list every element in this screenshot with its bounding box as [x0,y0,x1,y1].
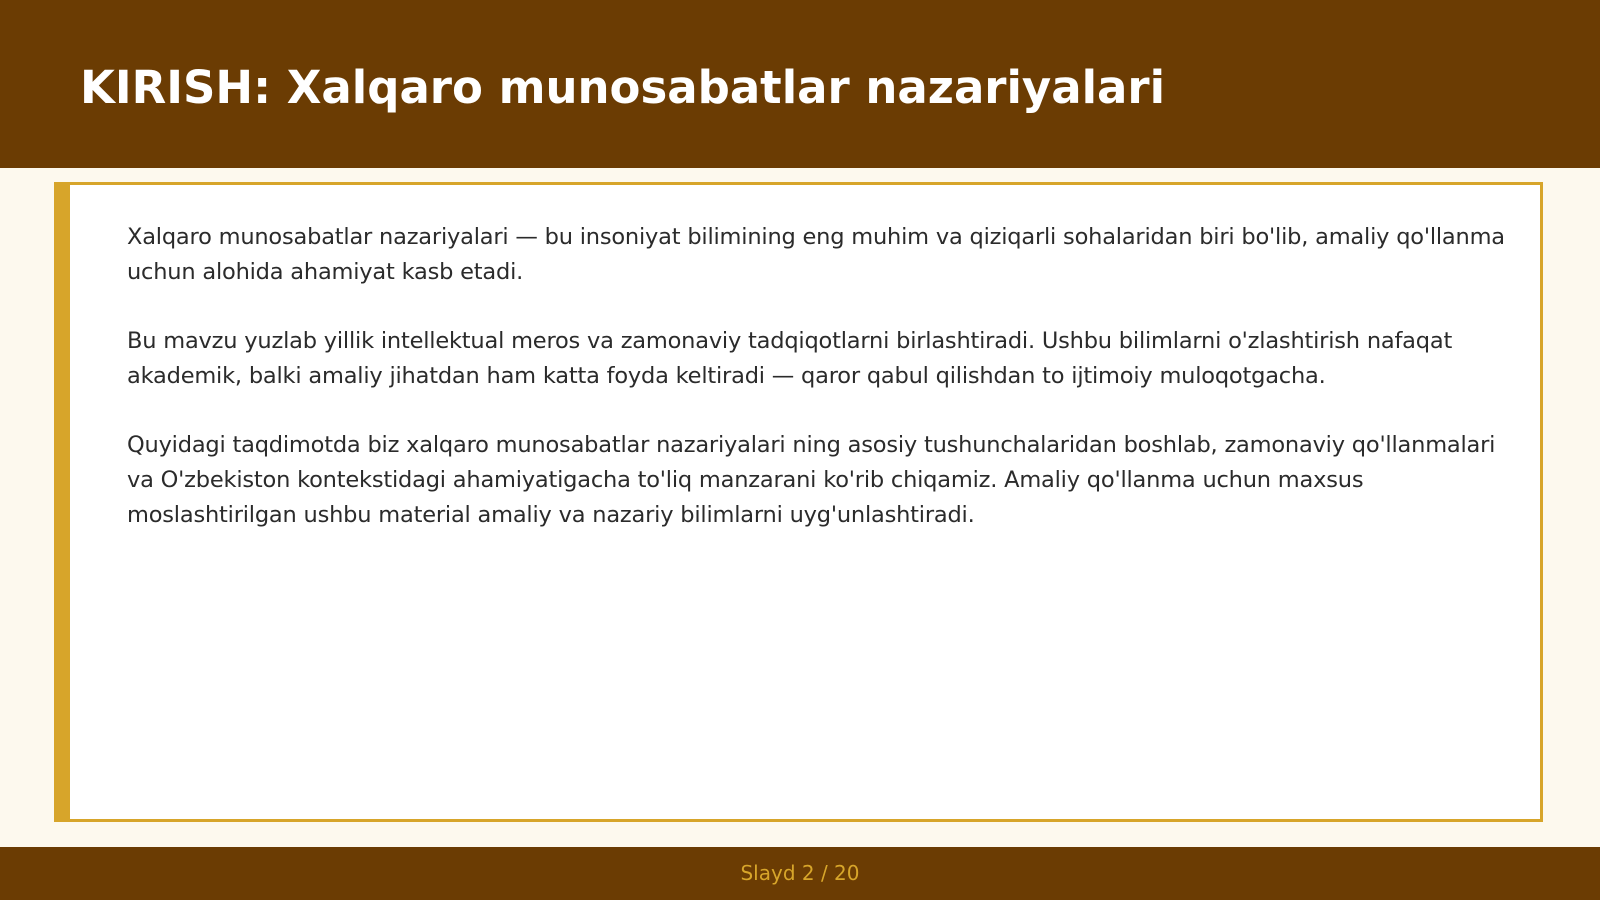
slide-title: KIRISH: Xalqaro munosabatlar nazariyalari [80,61,1166,114]
slide-footer [0,847,1600,900]
content-card [54,182,1543,822]
content-body [127,220,1517,567]
slide-header [0,0,1600,168]
paragraph-2: Bu mavzu yuzlab yillik intellektual meros va zamonaviy tadqiqotlarni birlashtiradi. Ushbu bilimlarni o'zlashtirish nafaqat akademik, balki amaliy jihatdan ham katta foyda keltiradi — qaror qabul qilishdan to ijtimoiy muloqotgacha. [127,328,1453,389]
paragraph-3: Quyidagi taqdimotda biz xalqaro munosabatlar nazariyalari ning asosiy tushunchalaridan boshlab, zamonaviy qo'llanmalari va O'zbekiston kontekstidagi ahamiyatigacha to'liq manzarani ko'rib chiqamiz. Amaliy qo'llanma uchun maxsus moslashtirilgan ushbu material amaliy va nazariy bilimlarni uyg'unlashtiradi. [127,432,1496,528]
slide-page-indicator: Slayd 2 / 20 [740,861,860,885]
paragraph-1: Xalqaro munosabatlar nazariyalari — bu insoniyat bilimining eng muhim va qiziqarli sohalaridan biri bo'lib, amaliy qo'llanma uchun alohida ahamiyat kasb etadi. [127,224,1505,285]
